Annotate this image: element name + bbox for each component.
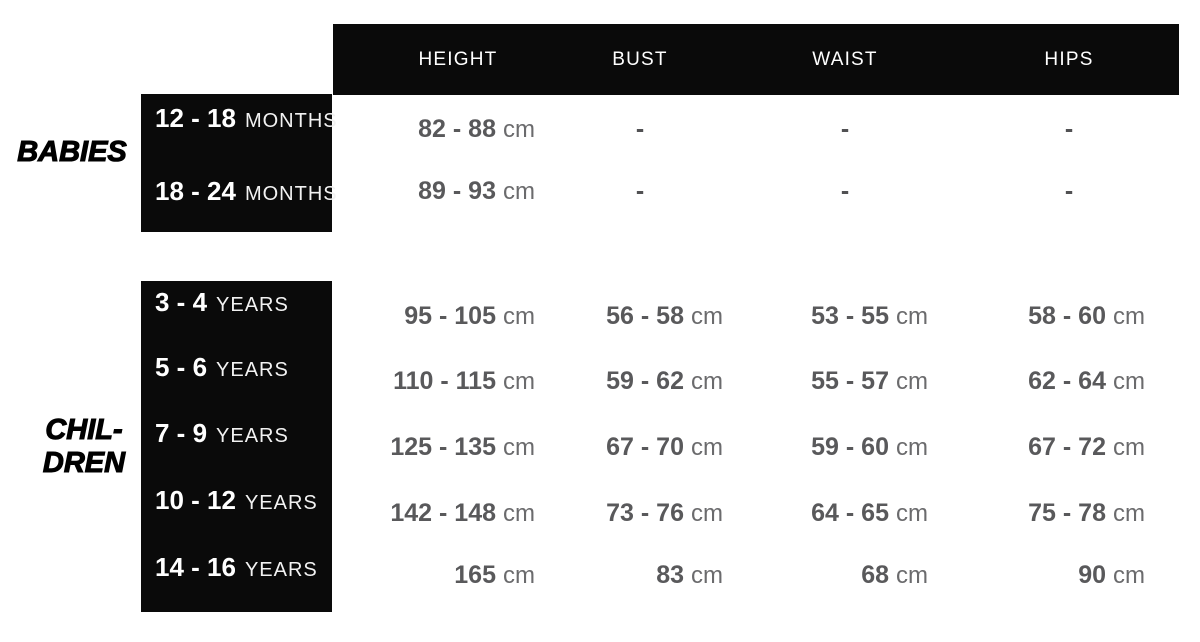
age-unit: YEARS: [216, 359, 289, 381]
children-age-column: [141, 281, 332, 612]
age-row: [155, 485, 318, 520]
empty-value-cell: -: [635, 177, 645, 205]
measurement-value: 68: [861, 561, 889, 589]
age-unit: YEARS: [216, 425, 289, 447]
value-cell: [325, 176, 535, 207]
measurement-unit: cm: [503, 500, 535, 527]
measurement-unit: cm: [503, 562, 535, 589]
measurement-value: 142 - 148: [390, 499, 496, 527]
value-cell: [935, 432, 1145, 463]
value-cell: [513, 432, 723, 463]
measurement-value: 110 - 115: [393, 367, 496, 395]
column-header-waist: WAIST: [812, 49, 878, 70]
empty-value-cell: -: [1064, 115, 1074, 143]
value-cell: [325, 432, 535, 463]
value-cell: [718, 432, 928, 463]
value-cell: [718, 366, 928, 397]
measurement-value: 67 - 70: [606, 433, 684, 461]
age-range: 3 - 4: [155, 287, 208, 317]
measurement-value: 125 - 135: [390, 433, 496, 461]
measurement-unit: cm: [691, 562, 723, 589]
measurement-value: 83: [656, 561, 684, 589]
measurement-unit: cm: [1113, 434, 1145, 461]
measurement-unit: cm: [896, 303, 928, 330]
babies-age-column: [141, 94, 338, 232]
empty-value-cell: -: [840, 115, 850, 143]
group-label-children-line1: CHIL-: [45, 414, 123, 446]
value-cell: [718, 301, 928, 332]
measurement-unit: cm: [691, 434, 723, 461]
measurement-value: 165: [454, 561, 496, 589]
age-row: [155, 103, 338, 138]
measurement-unit: cm: [691, 500, 723, 527]
measurement-unit: cm: [1113, 303, 1145, 330]
value-cell: [513, 560, 723, 591]
measurement-value: 95 - 105: [404, 302, 496, 330]
age-row: [155, 552, 318, 587]
value-cell: [935, 560, 1145, 591]
empty-value-cell: -: [635, 115, 645, 143]
measurement-unit: cm: [503, 178, 535, 205]
group-label-babies: [7, 134, 137, 170]
measurement-unit: cm: [896, 368, 928, 395]
age-unit: MONTHS: [244, 183, 338, 205]
value-cell: [513, 366, 723, 397]
age-unit: YEARS: [244, 559, 318, 581]
measurement-header-bar: [333, 24, 1179, 95]
measurement-unit: cm: [1113, 562, 1145, 589]
measurement-unit: cm: [896, 434, 928, 461]
value-cell: [325, 366, 535, 397]
age-row: [155, 418, 289, 453]
measurement-unit: cm: [1113, 368, 1145, 395]
measurement-value: 56 - 58: [606, 302, 684, 330]
measurement-unit: cm: [896, 562, 928, 589]
group-label-children-line2: DREN: [42, 447, 126, 479]
measurement-value: 82 - 88: [418, 115, 496, 143]
age-row: [155, 287, 289, 322]
value-cell: [935, 366, 1145, 397]
measurement-unit: cm: [691, 368, 723, 395]
measurement-value: 55 - 57: [811, 367, 889, 395]
value-cell: [718, 498, 928, 529]
measurement-unit: cm: [896, 500, 928, 527]
age-range: 5 - 6: [155, 352, 208, 382]
column-header-height: HEIGHT: [418, 49, 498, 70]
age-row: [155, 176, 338, 211]
age-row: [155, 352, 289, 387]
age-range: 18 - 24: [155, 176, 236, 206]
age-range: 10 - 12: [155, 485, 236, 515]
value-cell: [325, 498, 535, 529]
value-cell: [325, 114, 535, 145]
column-header-bust: BUST: [612, 49, 668, 70]
value-cell: [513, 498, 723, 529]
measurement-value: 59 - 60: [811, 433, 889, 461]
age-range: 7 - 9: [155, 418, 208, 448]
measurement-value: 67 - 72: [1028, 433, 1106, 461]
measurement-unit: cm: [1113, 500, 1145, 527]
value-cell: [935, 498, 1145, 529]
measurement-value: 89 - 93: [418, 177, 496, 205]
measurement-unit: cm: [503, 116, 535, 143]
column-header-hips: HIPS: [1044, 49, 1094, 70]
measurement-value: 53 - 55: [811, 302, 889, 330]
age-range: 12 - 18: [155, 103, 236, 133]
age-range: 14 - 16: [155, 552, 236, 582]
measurement-value: 58 - 60: [1028, 302, 1106, 330]
value-cell: [513, 301, 723, 332]
group-label-babies-text: BABIES: [17, 136, 127, 168]
value-cell: [325, 560, 535, 591]
measurement-unit: cm: [691, 303, 723, 330]
measurement-value: 59 - 62: [606, 367, 684, 395]
value-cell: [718, 560, 928, 591]
measurement-unit: cm: [503, 368, 535, 395]
empty-value-cell: -: [840, 177, 850, 205]
measurement-value: 73 - 76: [606, 499, 684, 527]
value-cell: [325, 301, 535, 332]
measurement-value: 62 - 64: [1028, 367, 1106, 395]
age-unit: YEARS: [216, 294, 289, 316]
value-cell: [935, 301, 1145, 332]
measurement-value: 64 - 65: [811, 499, 889, 527]
age-unit: YEARS: [244, 492, 318, 514]
empty-value-cell: -: [1064, 177, 1074, 205]
measurement-value: 75 - 78: [1028, 499, 1106, 527]
measurement-unit: cm: [503, 303, 535, 330]
measurement-value: 90: [1078, 561, 1106, 589]
measurement-unit: cm: [503, 434, 535, 461]
group-label-children: [19, 414, 149, 480]
age-unit: MONTHS: [244, 110, 338, 132]
